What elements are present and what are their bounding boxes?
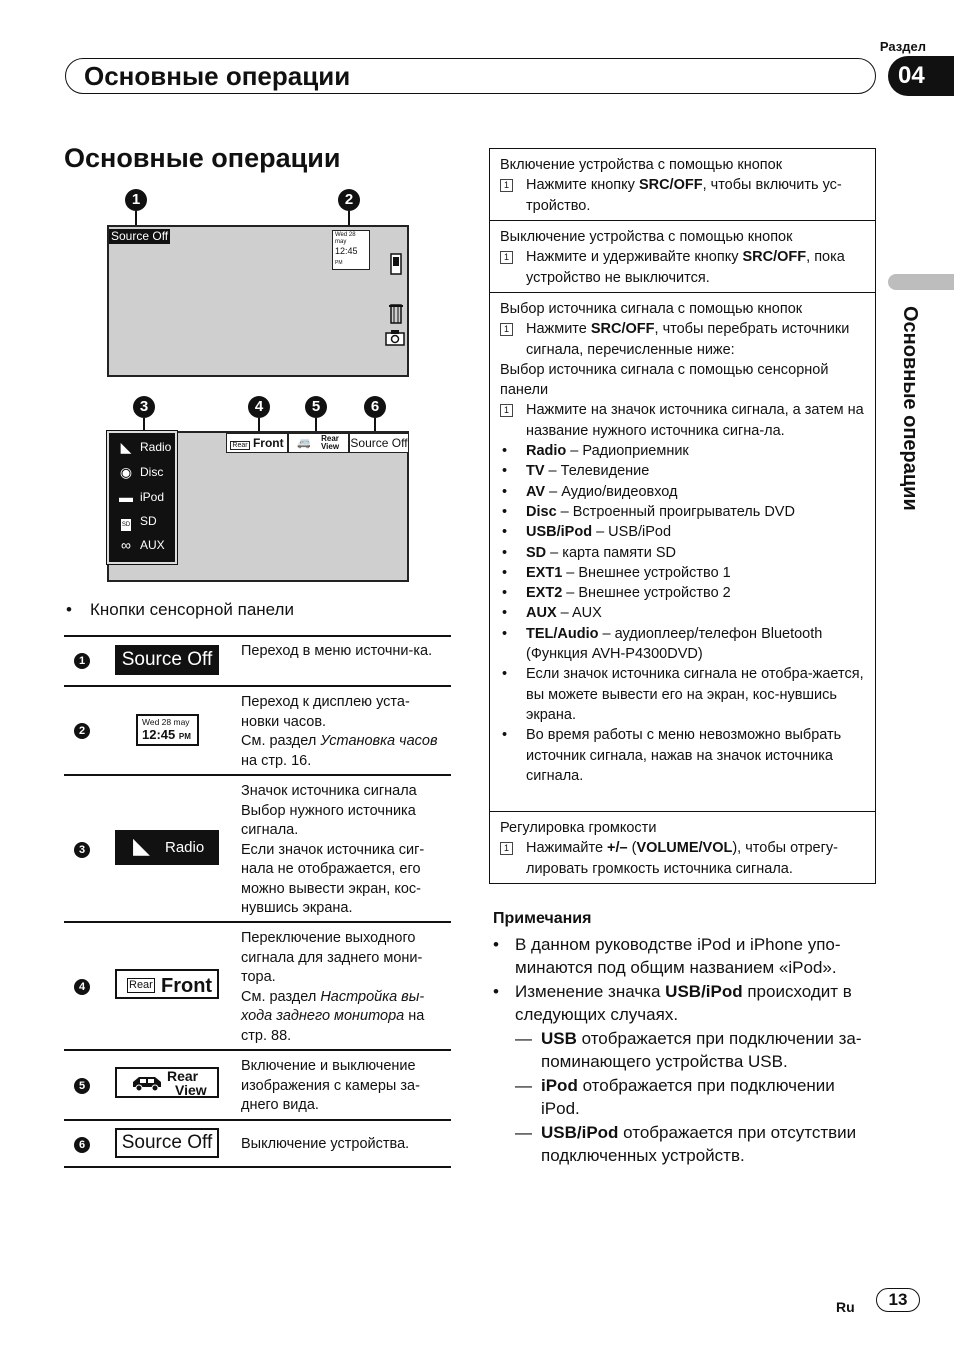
list-item: • Disc – Встроенный проигрыватель DVD <box>502 503 795 520</box>
list-item: • SD – карта памяти SD <box>502 544 676 561</box>
source-name: AUX <box>526 605 557 622</box>
step-text: Нажмите на значок источника сигнала, а затем на название нужного источника сигна-ла. <box>526 402 864 439</box>
link-reference: Настройка вы-хода заднего монитора <box>241 988 425 1024</box>
note-text: отображается при подключении за-поминающего устройства USB. <box>541 1028 862 1071</box>
source-name: TEL/Audio <box>526 625 599 642</box>
source-label: AUX <box>140 538 165 552</box>
box-title: Регулировка громкости <box>500 820 657 836</box>
side-tab-label: Основные операции <box>899 306 921 511</box>
notes-title: Примечания <box>493 910 592 927</box>
row-description <box>241 693 446 771</box>
source-desc: – Внешнее устройство 2 <box>562 585 731 602</box>
box-source-select <box>489 292 876 812</box>
clock-date: Wed 28 may <box>142 717 190 727</box>
key-name: SRC/OFF <box>590 321 655 338</box>
row-description: Выключение устройства. <box>241 1136 410 1152</box>
step-number: 1 <box>500 404 513 417</box>
row-number: 6 <box>74 1137 90 1153</box>
link-reference: Установка часов <box>320 733 438 749</box>
source-desc: – Телевидение <box>544 463 650 480</box>
rear-label: Rear <box>232 442 248 449</box>
list-item: • TEL/Audio – аудиоплеер/телефон Bluetooth (Функция AVH-P4300DVD) <box>502 625 823 663</box>
step-text: Нажмите <box>526 321 591 338</box>
desc-text: на стр. 16. <box>241 752 312 769</box>
disc-icon: ◉ <box>119 464 133 480</box>
callout-1: 1 <box>125 189 147 211</box>
step <box>500 247 867 288</box>
callout-3: 3 <box>133 396 155 418</box>
desc-text: на стр. 88. <box>241 1008 425 1044</box>
callout-line <box>258 418 260 432</box>
source-name: Radio <box>526 443 567 460</box>
step <box>500 319 867 360</box>
radio-icon: ◣ <box>120 439 132 455</box>
callout-line <box>143 418 145 432</box>
callout-line <box>374 418 376 432</box>
callout-line <box>315 418 317 432</box>
source-ipod[interactable] <box>115 485 177 509</box>
radio-icon: ◣ <box>133 833 150 858</box>
sd-icon-label: SD <box>121 519 131 531</box>
row-number: 4 <box>74 979 90 995</box>
key-name: SRC/OFF <box>638 177 703 194</box>
box-title: Включение устройства с помощью кнопок <box>500 157 783 173</box>
source-name: Disc <box>526 503 557 520</box>
source-off-button[interactable]: Source Off <box>115 645 219 675</box>
source-name: USB/iPod <box>526 524 593 541</box>
clock-time: 12:45 <box>335 246 358 256</box>
section-number-badge: 04 <box>888 56 954 96</box>
step-text: , пока устройство не выключится. <box>526 249 845 286</box>
key-name: VOLUME/VOL <box>636 840 733 857</box>
front-label: Front <box>252 436 284 450</box>
list-item: • Во время работы с меню невозможно выбрать источник сигнала, нажав на значок источника сигнала. <box>502 727 842 784</box>
front-label: Front <box>161 975 213 997</box>
source-disc[interactable] <box>115 460 177 484</box>
list-item: • Если значок источника сигнала не отобра-жается, вы можете вывести его на экран, кос-нувшись экрана. <box>502 666 864 723</box>
desc-text: Переключение выходного сигнала для заднего мони-тора. <box>241 930 423 985</box>
note-bold: USB/iPod <box>665 981 743 1001</box>
rear-front-button[interactable] <box>115 969 219 999</box>
panel-caption-text: Кнопки сенсорной панели <box>90 600 294 619</box>
page-number: 13 <box>876 1288 920 1312</box>
aux-icon: ∞ <box>121 537 131 553</box>
box-power-off <box>489 220 876 293</box>
rear-view-button[interactable] <box>115 1067 219 1098</box>
note-subitem: — USB/iPod отображается при отсутствии подключенных устройств. <box>515 1122 857 1165</box>
side-tab-bar <box>888 274 954 290</box>
row-number: 3 <box>74 842 90 858</box>
table-rule <box>64 685 451 687</box>
car-icon: 🚐 <box>297 437 311 449</box>
desc-text: Выбор нужного источника сигнала. <box>241 802 416 838</box>
note-text: Если значок источника сигнала не отобра-жается, вы можете вывести его на экран, кос-нувшись экрана. <box>526 666 864 723</box>
rear-label: Rear <box>129 979 153 991</box>
row-description <box>241 929 446 1046</box>
clock-ampm: PM <box>335 260 343 266</box>
table-rule <box>64 1049 451 1051</box>
row-number: 5 <box>74 1078 90 1094</box>
note-text: В данном руководстве iPod и iPhone упо-минаются под общим названием «iPod». <box>515 934 841 977</box>
box-title: Выбор источника сигнала с помощью сенсорной панели <box>500 361 829 399</box>
list-item: • Radio – Радиоприемник <box>502 443 689 460</box>
table-rule <box>64 921 451 923</box>
step-text: , чтобы перебрать источники сигнала, перечисленные ниже: <box>526 321 850 358</box>
page-title: Основные операции <box>64 143 341 173</box>
desc-text: Значок источника сигнала <box>241 783 417 799</box>
row-number: 2 <box>74 723 90 739</box>
panel-caption <box>66 598 446 621</box>
source-label: iPod <box>140 490 165 504</box>
box-title: Выключение устройства с помощью кнопок <box>500 229 793 245</box>
desc-text: См. раздел <box>241 733 321 749</box>
note-bold: USB <box>541 1028 577 1048</box>
note-subitem: — iPod отображается при подключении iPod. <box>515 1075 835 1118</box>
source-desc: – AUX <box>556 605 602 622</box>
source-desc: – Встроенный проигрыватель DVD <box>556 503 795 520</box>
key-name: SRC/OFF <box>742 249 807 266</box>
language-code: Ru <box>836 1299 855 1315</box>
side-tab <box>878 306 944 536</box>
list-item: • EXT2 – Внешнее устройство 2 <box>502 585 731 602</box>
note-bold: USB/iPod <box>541 1122 619 1142</box>
callout-4: 4 <box>248 396 270 418</box>
table-rule <box>64 1119 451 1121</box>
notes <box>493 907 878 1168</box>
note-item: • Изменение значка USB/iPod происходит в следующих случаях. <box>493 981 852 1024</box>
rear-view-line: View <box>175 1082 207 1098</box>
source-desc: – USB/iPod <box>592 524 672 541</box>
phone-icon <box>390 253 402 275</box>
source-desc: – аудиоплеер/телефон Bluetooth (Функция AVH-P4300DVD) <box>526 625 823 663</box>
callout-5: 5 <box>305 396 327 418</box>
step <box>500 400 867 441</box>
rear-view-label <box>167 1069 207 1097</box>
clock-time: 12:45 <box>142 727 176 742</box>
sd-icon <box>115 509 137 533</box>
source-desc: – Аудио/видеовход <box>545 483 678 500</box>
section-label: Раздел <box>879 39 926 54</box>
note-bold: iPod <box>541 1075 578 1095</box>
step-number: 1 <box>500 251 513 264</box>
header-title: Основные операции <box>84 61 351 91</box>
clock-date: Wed 28 may <box>335 232 356 245</box>
step <box>500 838 867 879</box>
mute-icon <box>389 303 403 325</box>
row-description: Переход в меню источни-ка. <box>241 643 433 659</box>
source-label: Disc <box>140 465 164 479</box>
radio-label: Radio <box>165 839 205 856</box>
source-desc: – Радиоприемник <box>566 443 689 460</box>
step-text: Нажмите кнопку <box>526 177 639 194</box>
note-text: происходит в следующих случаях. <box>515 981 852 1024</box>
source-desc: – Внешнее устройство 1 <box>562 564 731 581</box>
source-name: TV <box>526 463 545 480</box>
clock-button[interactable] <box>332 230 370 270</box>
rear-view-line: Rear <box>167 1068 199 1084</box>
key-name: +/– <box>607 840 628 857</box>
row-number: 1 <box>74 653 90 669</box>
row-description <box>241 782 446 919</box>
table-rule <box>64 1166 451 1168</box>
step-number: 1 <box>500 179 513 192</box>
clock-button[interactable] <box>136 714 199 746</box>
note-text: отображается при отсутствии подключенных устройств. <box>541 1122 857 1165</box>
source-radio[interactable] <box>115 435 177 459</box>
step-number: 1 <box>500 323 513 336</box>
radio-button[interactable] <box>115 830 219 865</box>
list-item: • EXT1 – Внешнее устройство 1 <box>502 564 731 581</box>
box-volume <box>489 811 876 884</box>
source-name: SD <box>526 544 547 561</box>
callout-6: 6 <box>364 396 386 418</box>
step-text: Нажимайте <box>526 840 608 857</box>
rear-front-button[interactable] <box>226 433 288 453</box>
desc-text: См. раздел <box>241 988 321 1005</box>
bullet: • <box>66 600 72 619</box>
step <box>500 175 867 216</box>
source-name: EXT1 <box>526 564 563 581</box>
source-desc: – карта памяти SD <box>546 544 676 561</box>
note-text: отображается при подключении iPod. <box>541 1075 835 1118</box>
camera-icon <box>385 330 405 346</box>
source-off-button[interactable]: Source Off <box>349 433 409 453</box>
table-rule <box>64 774 451 776</box>
list-item: • USB/iPod – USB/iPod <box>502 524 672 541</box>
note-text: Изменение значка <box>515 981 666 1001</box>
desc-text: Переход к дисплею уста-новки часов. <box>241 694 410 730</box>
source-off-button[interactable]: Source Off <box>111 229 169 243</box>
source-label: SD <box>140 514 157 528</box>
clock-ampm: PM <box>178 732 191 741</box>
table-rule <box>64 635 451 637</box>
list-item: • AUX – AUX <box>502 605 602 622</box>
box-title: Выбор источника сигнала с помощью кнопок <box>500 301 803 317</box>
step-number: 1 <box>500 842 513 855</box>
screen-top <box>107 225 409 377</box>
row-description: Включение и выключение изображения с камеры за-днего вида. <box>241 1058 420 1113</box>
source-aux[interactable] <box>115 533 177 557</box>
source-sd[interactable] <box>115 509 177 533</box>
note-item: • В данном руководстве iPod и iPhone упо-минаются под общим названием «iPod». <box>493 934 841 977</box>
callout-2: 2 <box>338 189 360 211</box>
list-item: • AV – Аудио/видеовход <box>502 483 678 500</box>
source-off-button[interactable]: Source Off <box>115 1128 219 1158</box>
step-text: Нажмите и удерживайте кнопку <box>526 249 743 266</box>
source-label: Radio <box>140 440 172 454</box>
step-text: , чтобы включить ус-тройство. <box>526 177 842 214</box>
step-text: ( <box>627 840 637 857</box>
note-subitem: — USB отображается при подключении за-поминающего устройства USB. <box>515 1028 862 1071</box>
source-name: EXT2 <box>526 585 563 602</box>
list-item: • TV – Телевидение <box>502 463 650 480</box>
note-text: Во время работы с меню невозможно выбрать источник сигнала, нажав на значок источника сигнала. <box>526 727 842 784</box>
rear-view-label: Rear View <box>320 434 340 451</box>
desc-text: Если значок источника сиг-нала не отображается, его можно вывести экран, кос-нувшись экрана. <box>241 841 425 916</box>
car-icon <box>131 1075 163 1092</box>
step-text: ), чтобы отрегу-лировать громкость источника сигнала. <box>526 840 838 877</box>
source-name: AV <box>526 483 546 500</box>
source-menu <box>107 431 177 564</box>
ipod-icon: ▬ <box>119 489 133 505</box>
rear-view-button[interactable] <box>288 433 349 453</box>
box-power-on <box>489 148 876 221</box>
